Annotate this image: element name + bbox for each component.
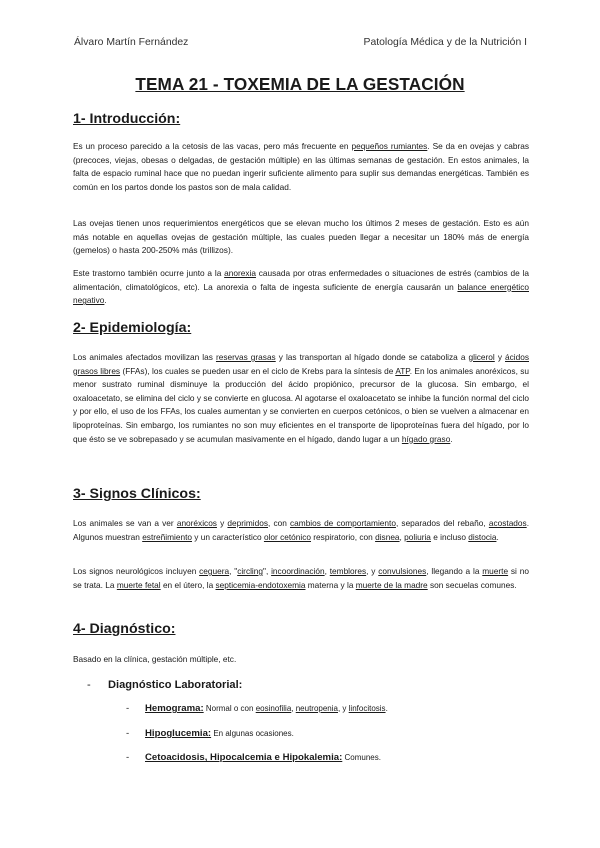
paragraph — [73, 217, 529, 258]
document-title: TEMA 21 - TOXEMIA DE LA GESTACIÓN — [135, 74, 465, 94]
underlined-term: muerte fetal — [116, 579, 161, 590]
underlined-term: temblores — [329, 566, 367, 576]
text-run: . — [385, 704, 388, 713]
section-heading-epidemiologia: 2- Epidemiología: — [73, 320, 192, 336]
underlined-term: anorexia — [224, 268, 256, 278]
text-run: Los animales se van a ver — [73, 518, 177, 528]
underlined-term: olor cetónico — [263, 531, 311, 542]
paragraph — [73, 653, 529, 667]
item-description — [342, 753, 381, 762]
text-run: Es un proceso parecido a la cetosis de las vacas, pero más frecuente en — [73, 141, 352, 151]
text-run: , con — [268, 518, 291, 528]
underlined-term: muerte — [482, 566, 509, 576]
underlined-term: glicerol — [468, 352, 495, 362]
text-run: ", — [263, 566, 272, 576]
underlined-term: poliuria — [404, 531, 431, 542]
text-run: , y — [337, 704, 349, 713]
underlined-term: neutropenia — [295, 704, 338, 713]
underlined-term: eosinofilia — [255, 704, 292, 713]
text-run: Los animales afectados movilizan las — [73, 352, 216, 362]
text-run: si no se trata. La — [73, 566, 529, 590]
text-run: e incluso — [430, 531, 469, 542]
paragraph — [73, 140, 529, 194]
text-run: , y — [366, 566, 379, 576]
bullet-dash: - — [126, 703, 130, 714]
text-run: y — [216, 518, 228, 528]
text-run: . — [450, 433, 453, 444]
bullet-dash: - — [126, 752, 130, 763]
text-run: . Algunos muestran — [73, 518, 529, 542]
text-run: en el útero, la — [160, 579, 216, 590]
underlined-term: ATP — [395, 365, 410, 376]
text-run: , — [324, 566, 330, 576]
underlined-term: balance energético negativo — [73, 281, 529, 306]
underlined-term: ceguera — [199, 566, 230, 576]
underlined-term: convulsiones — [378, 566, 427, 576]
underlined-term: disnea — [375, 531, 400, 542]
text-run: , separados del rebaño, — [395, 518, 489, 528]
paragraph — [73, 351, 529, 446]
item-description — [204, 704, 388, 713]
section-heading-signos-clinicos: 3- Signos Clínicos: — [73, 486, 201, 502]
underlined-term: deprimidos — [227, 518, 269, 528]
text-run: , llegando a la — [426, 566, 483, 576]
underlined-term: septicemia-endotoxemia — [215, 579, 306, 590]
text-run: . — [496, 531, 499, 542]
underlined-term: muerte de la madre — [355, 579, 428, 590]
text-run: Comunes. — [342, 753, 381, 762]
text-run: , " — [229, 566, 238, 576]
text-run: . En los animales anoréxicos, su menor sustrato ruminal disminuye la producción del ácido propiónico, precursor de la glucosa. Sin embargo, el oxaloacetato, se elimina del ciclo y se convierte en glucosa. Al agotarse el oxaloacetato se inhibe la función normal del ciclo y por ello, el uso de los FFAs, los cuales aumentan y se convierten en cuerpos cetónicos, o bien se vuelven a almacenar en lipoproteínas. Sin embargo, los rumiantes no son muy eficientes en el transporte de lipoproteínas fuera del hígado, por lo que ésto se ve sobrepasado y se acumulan masivamente en el hígado, dando lugar a un — [73, 365, 529, 444]
text-run: y — [494, 352, 506, 362]
item-label: Hemograma: — [145, 703, 204, 714]
text-run: . Se da en ovejas y cabras (precoces, viejas, obesas o delgadas, de gestación múltiple) en las últimas semanas de gestación. En estos animales, la falta de espacio ruminal hace que no puedan ingerir suficiente alimento para suplir sus demandas energéticas. También es común en los partos donde los pastos son de mala calidad. — [73, 141, 529, 192]
section-heading-diagnostico: 4- Diagnóstico: — [73, 621, 176, 637]
paragraph — [73, 267, 529, 308]
text-run: Los signos neurológicos incluyen — [73, 566, 200, 576]
underlined-term: incoordinación — [271, 566, 325, 576]
underlined-term: pequeños rumiantes — [351, 141, 428, 151]
header-course: Patología Médica y de la Nutrición I — [363, 37, 527, 48]
section-heading-introduccion: 1- Introducción: — [73, 111, 181, 127]
text-run: Normal o con — [203, 704, 256, 713]
lab-diagnosis-label: Diagnóstico Laboratorial: — [108, 679, 243, 691]
header-author: Álvaro Martín Fernández — [74, 37, 189, 48]
underlined-term: estreñimiento — [142, 531, 192, 542]
underlined-term: circling — [237, 566, 264, 576]
bullet-dash: - — [87, 679, 91, 691]
underlined-term: cambios de comportamiento — [290, 518, 396, 528]
text-run: En algunas ocasiones. — [211, 729, 294, 738]
text-run: Basado en la clínica, gestación múltiple, etc. — [73, 654, 237, 664]
underlined-term: ácidos grasos libres — [73, 352, 529, 376]
text-run: Este trastorno también ocurre junto a la — [73, 268, 225, 278]
text-run: son secuelas comunes. — [427, 579, 517, 590]
text-run: materna y la — [305, 579, 356, 590]
text-run: causada por otras enfermedades o situaciones de estrés (cambios de la alimentación, climatológicos, etc). La anorexia o falta de ingesta suficiente de energía causarán un — [73, 268, 530, 292]
paragraph — [73, 517, 529, 544]
item-label: Cetoacidosis, Hipocalcemia e Hipokalemia: — [145, 752, 343, 763]
text-run: , — [291, 704, 296, 713]
underlined-term: acostados — [488, 518, 527, 528]
text-run: respiratorio, con — [310, 531, 376, 542]
underlined-term: anoréxicos — [176, 518, 217, 528]
text-run: y las transportan al hígado donde se cataboliza a — [275, 352, 469, 362]
text-run: y un característico — [192, 531, 264, 542]
underlined-term: linfocitosis — [348, 704, 386, 713]
text-run: , — [399, 531, 405, 542]
item-label: Hipoglucemia: — [145, 728, 212, 739]
text-run: (FFAs), los cuales se pueden usar en el ciclo de Krebs para la síntesis de — [120, 365, 396, 376]
underlined-term: distocia — [468, 531, 497, 542]
text-run: Las ovejas tienen unos requerimientos energéticos que se elevan mucho los últimos 2 meses de gestación. Esto es aún más notable en aquellas ovejas de gestación múltiple, las cuales pueden llegar a necesitar un 180% más de energía (gemelos) o hasta 200-250% más (trillizos). — [73, 218, 529, 256]
bullet-dash: - — [126, 728, 130, 739]
underlined-term: hígado graso — [401, 433, 451, 444]
item-description — [211, 729, 294, 738]
underlined-term: reservas grasas — [215, 352, 276, 362]
paragraph — [73, 565, 529, 592]
text-run: . — [104, 295, 107, 306]
